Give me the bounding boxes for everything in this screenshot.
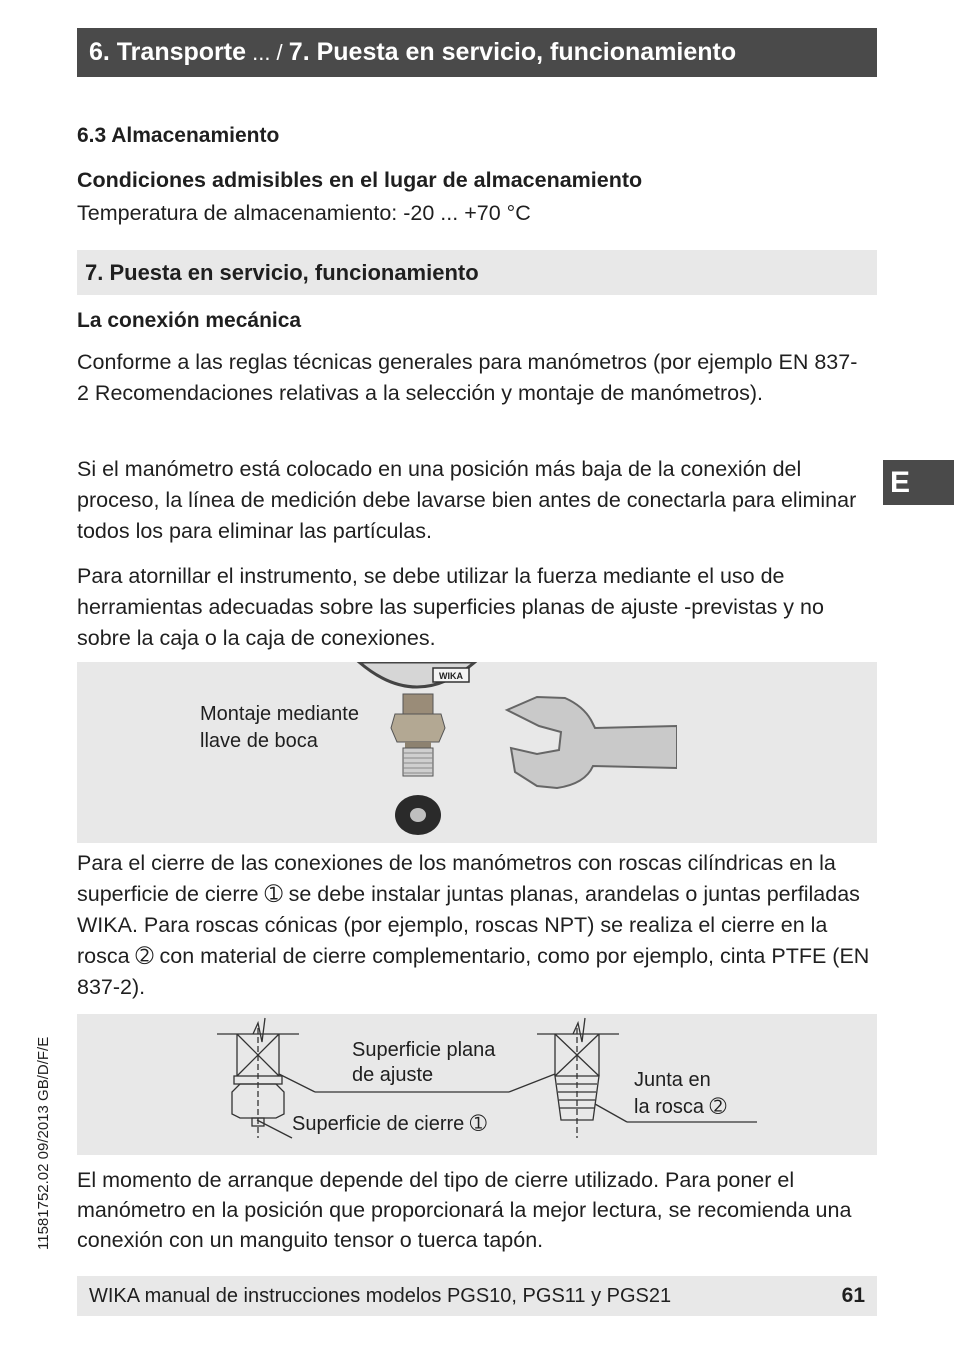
- hex-wrench-flats: [391, 714, 445, 742]
- open-end-wrench: [507, 697, 677, 788]
- figure1-label-line2: llave de boca: [200, 730, 318, 752]
- label-thread-line2: la rosca ➁: [634, 1096, 727, 1118]
- label-flat-line1: Superficie plana: [352, 1039, 496, 1061]
- section-7-title-text: 7. Puesta en servicio, funcionamiento: [85, 259, 479, 285]
- label-thread-line1: Junta en: [634, 1069, 711, 1091]
- mechanical-connection-heading: La conexión mecánica: [77, 309, 302, 332]
- document-code: 11581752.02 09/2013 GB/D/F/E: [35, 1036, 52, 1250]
- wika-logo-text: WIKA: [439, 671, 463, 681]
- gauge-and-wrench-illustration: [347, 662, 677, 843]
- page-header: [77, 28, 877, 77]
- storage-temperature: Temperatura de almacenamiento: -20 ... +70 °C: [77, 201, 531, 225]
- page-number: 61: [841, 1284, 865, 1307]
- header-title-ellipsis: ... /: [246, 39, 289, 65]
- paragraph-5: El momento de arranque depende del tipo de cierre utilizado. Para poner el manómetro en la posición que proporcionará la mejor lectura, se recomienda una conexión con un manguito tensor o tuerca tapón.: [77, 1168, 852, 1252]
- footer-text: WIKA manual de instrucciones modelos PGS10, PGS11 y PGS21: [89, 1284, 672, 1307]
- socket-neck: [405, 742, 431, 748]
- label-thread-seal: [634, 1067, 726, 1121]
- gauge-socket: [403, 694, 433, 714]
- thread: [403, 748, 433, 776]
- figure-wrench-mounting: [77, 662, 877, 843]
- language-tab: [883, 460, 954, 505]
- label-flat-wrench-surface: [352, 1038, 495, 1088]
- figure1-label-line1: Montaje mediante: [200, 703, 359, 725]
- header-title-part2: 7. Puesta en servicio, funcionamiento: [288, 38, 737, 66]
- washer-hole: [410, 808, 426, 822]
- paragraph-4: Para el cierre de las conexiones de los manómetros con roscas cilíndricas en la superficie de cierre ➀ se debe instalar juntas planas, arandelas o juntas perfiladas WIKA. Para roscas cónicas (por ejemplo, roscas NPT) se realiza el cierre en la rosca ➁ con material de cierre complementario, como por ejemplo, cinta PTFE (EN 837-2).: [77, 851, 870, 999]
- header-title-part1: 6. Transporte: [89, 38, 246, 66]
- storage-heading: 6.3 Almacenamiento: [77, 124, 280, 147]
- paragraph-2: Si el manómetro está colocado en una posición más baja de la conexión del proceso, la línea de medición debe lavarse bien antes de conectarla para eliminar todos los para eliminar las partículas.: [77, 457, 857, 543]
- storage-conditions-heading: Condiciones admisibles en el lugar de almacenamiento: [77, 168, 643, 192]
- figure-sealing-diagram: [77, 1014, 877, 1155]
- figure1-label: [200, 701, 359, 755]
- paragraph-1: Conforme a las reglas técnicas generales para manómetros (por ejemplo EN 837-2 Recomendaciones relativas a la selección y montaje de manómetros).: [77, 350, 858, 405]
- language-tab-label: E: [890, 465, 911, 499]
- label-flat-line2: de ajuste: [352, 1064, 434, 1086]
- paragraph-3: Para atornillar el instrumento, se debe utilizar la fuerza mediante el uso de herramientas adecuadas sobre las superficies planas de ajuste -previstas y no sobre la caja o la caja de conexiones.: [77, 564, 824, 650]
- label-seal-surface: Superficie de cierre ➀: [292, 1113, 487, 1135]
- section-7-title: [77, 250, 877, 295]
- page-footer: [77, 1276, 877, 1316]
